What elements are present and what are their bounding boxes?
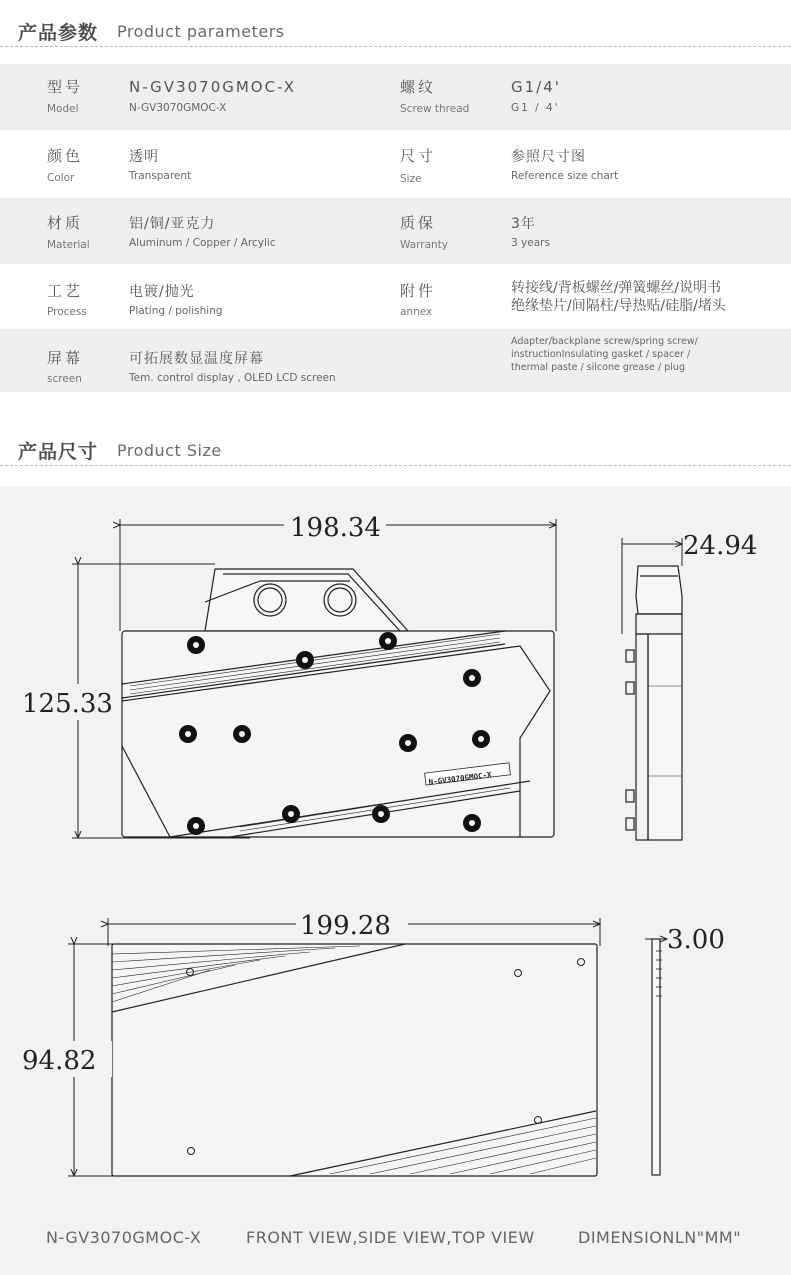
footer-views: FRONT VIEW,SIDE VIEW,TOP VIEW	[246, 1228, 535, 1247]
waterblock-side-view	[622, 538, 682, 840]
dim-backplate-height: 94.82	[22, 1046, 97, 1076]
dim-block-depth: 24.94	[683, 531, 758, 561]
material-label-cn: 材质	[47, 214, 84, 232]
color-label-en: Color	[47, 172, 75, 184]
color-value-sub: Transparent	[129, 170, 192, 182]
thread-value-sub: G1 / 4'	[511, 102, 560, 114]
screen-label-en: screen	[47, 373, 82, 385]
screen-value-sub: Tem. control display , OLED LCD screen	[129, 372, 336, 384]
size-label-en: Size	[400, 173, 422, 185]
annex-label-en: annex	[400, 306, 433, 318]
params-title-cn: 产品参数	[18, 22, 99, 44]
size-section-header	[0, 419, 791, 463]
section-divider	[0, 465, 791, 466]
process-value: 电镀/抛光	[129, 284, 195, 300]
dimension-drawing	[0, 486, 791, 1275]
process-label-cn: 工艺	[47, 282, 84, 300]
screen-value: 可拓展数显温度屏幕	[129, 351, 264, 367]
dim-block-width: 198.34	[290, 513, 381, 543]
section-divider	[0, 46, 791, 47]
model-value: N-GV3070GMOC-X	[129, 78, 297, 96]
backplate-side-view	[645, 939, 667, 1175]
annex-label-cn: 附件	[400, 282, 437, 300]
annex-value-line2: 绝缘垫片/间隔柱/导热贴/硅脂/堵头	[511, 298, 726, 314]
waterblock-front-view	[72, 519, 556, 838]
size-value: 参照尺寸图	[511, 149, 586, 165]
process-value-sub: Plating / polishing	[129, 305, 223, 317]
material-label-en: Material	[47, 239, 90, 251]
dim-backplate-width: 199.28	[300, 911, 391, 941]
dim-backplate-thickness: 3.00	[667, 925, 725, 955]
material-value: 铝/铜/亚克力	[129, 216, 216, 232]
screen-label-cn: 屏幕	[47, 349, 84, 367]
warranty-label-cn: 质保	[400, 214, 437, 232]
backplate-view	[68, 918, 600, 1176]
thread-label-en: Screw thread	[400, 103, 470, 115]
dimension-drawing-panel	[0, 486, 791, 1275]
footer-model: N-GV3070GMOC-X	[46, 1228, 202, 1247]
footer-units: DIMENSIONLN"MM"	[578, 1228, 742, 1247]
size-label-cn: 尺寸	[400, 147, 437, 165]
annex-en-line3: thermal paste / silcone grease / plug	[511, 362, 685, 373]
material-value-sub: Aluminum / Copper / Arcylic	[129, 237, 276, 249]
annex-en-line1: Adapter/backplane screw/spring screw/	[511, 336, 698, 347]
param-row-color	[0, 131, 791, 197]
warranty-value: 3年	[511, 216, 536, 232]
param-row-process	[0, 264, 791, 330]
warranty-value-sub: 3 years	[511, 237, 550, 249]
model-value-sub: N-GV3070GMOC-X	[129, 102, 227, 114]
param-row-material	[0, 198, 791, 264]
model-label-cn: 型号	[47, 78, 84, 96]
size-title-cn: 产品尺寸	[18, 441, 99, 463]
annex-en-line2: instructionInsulating gasket / spacer /	[511, 349, 691, 360]
color-label-cn: 颜色	[47, 147, 84, 165]
thread-value: G1/4'	[511, 78, 561, 96]
params-section-header	[0, 0, 791, 44]
warranty-label-en: Warranty	[400, 239, 449, 251]
param-row-model	[0, 64, 791, 130]
model-label-en: Model	[47, 103, 79, 115]
block-model-plate: N-GV3070GMOC-X	[428, 770, 493, 787]
thread-label-cn: 螺纹	[400, 78, 437, 96]
color-value: 透明	[129, 149, 159, 165]
size-title-en: Product Size	[117, 441, 222, 460]
size-value-sub: Reference size chart	[511, 170, 619, 182]
process-label-en: Process	[47, 306, 87, 318]
annex-value-line1: 转接线/背板螺丝/弹簧螺丝/说明书	[511, 280, 722, 296]
param-row-screen	[0, 329, 791, 392]
dim-block-height: 125.33	[22, 689, 113, 719]
params-title-en: Product parameters	[117, 22, 285, 41]
